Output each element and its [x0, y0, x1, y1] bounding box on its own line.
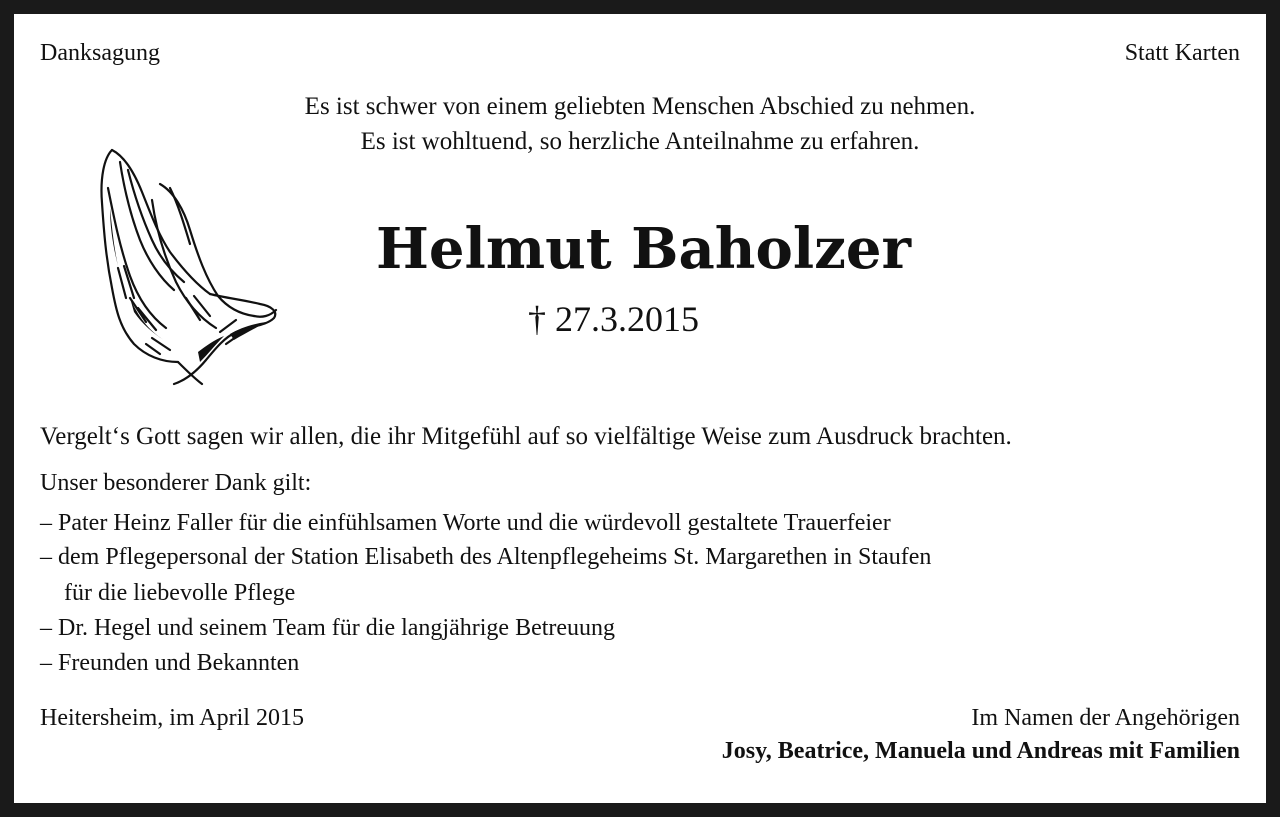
obituary-notice — [14, 14, 1266, 803]
family-signature: Josy, Beatrice, Manuela und Andreas mit Familien — [721, 738, 1240, 764]
praying-hands-icon — [90, 148, 280, 388]
thanks-bullet-4: – Freunden und Bekannten — [40, 650, 300, 676]
thanks-bullet-1: – Pater Heinz Faller für die einfühlsamen Worte und die würdevoll gestaltete Trauerfeier — [40, 510, 891, 536]
thanks-line: Vergelt‘s Gott sagen wir allen, die ihr Mitgefühl auf so vielfältige Weise zum Ausdruck brachten. — [40, 423, 1012, 450]
thanks-bullet-3: – Dr. Hegel und seinem Team für die langjährige Betreuung — [40, 615, 616, 641]
header-statt-karten: Statt Karten — [1124, 40, 1240, 66]
header-danksagung: Danksagung — [40, 40, 160, 66]
place-date: Heitersheim, im April 2015 — [40, 705, 304, 731]
thanks-bullet-2-continuation: für die liebevolle Pflege — [64, 580, 296, 606]
on-behalf-line: Im Namen der Angehörigen — [971, 705, 1240, 731]
deceased-name: Helmut Baholzer — [376, 216, 912, 282]
intro-line-1: Es ist schwer von einem geliebten Menschen Abschied zu nehmen. — [304, 93, 976, 120]
death-date: † 27.3.2015 — [528, 299, 699, 339]
intro-line-2: Es ist wohltuend, so herzliche Anteilnahme zu erfahren. — [360, 128, 920, 155]
thanks-bullet-2: – dem Pflegepersonal der Station Elisabeth des Altenpflegeheims St. Margarethen in Staufen — [40, 544, 932, 570]
special-thanks-heading: Unser besonderer Dank gilt: — [40, 470, 312, 496]
